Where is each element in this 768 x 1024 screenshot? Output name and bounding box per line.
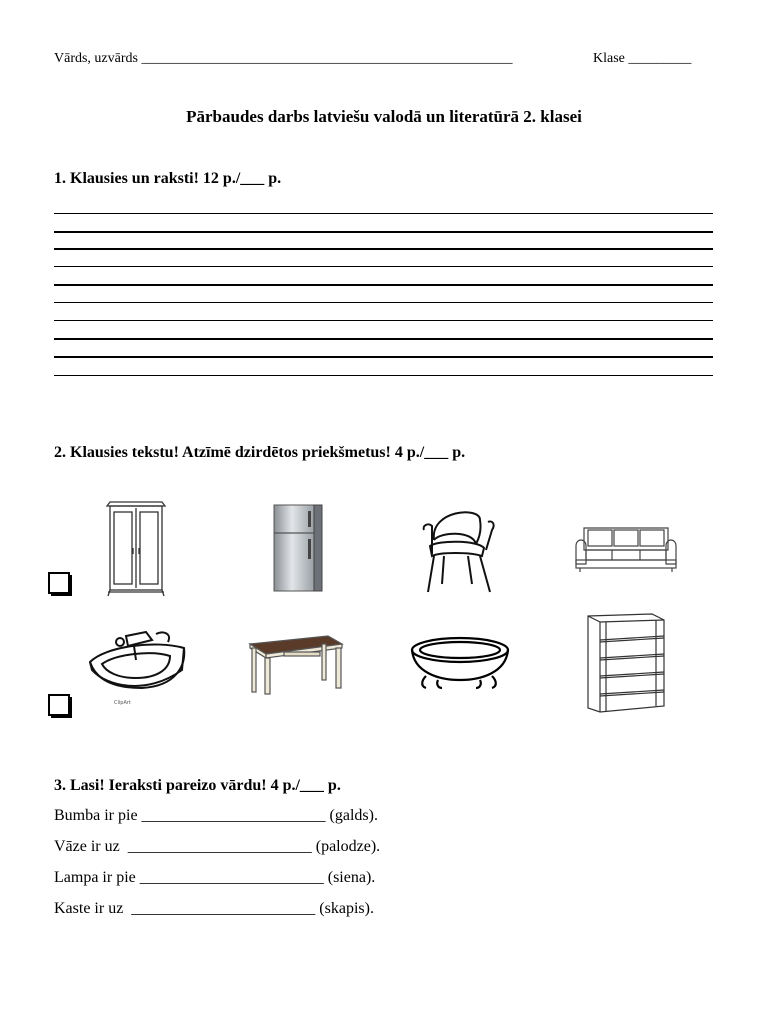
task1-heading: 1. Klausies un raksti! 12 p./___ p. — [54, 170, 282, 187]
class-field-label[interactable]: Klase _________ — [593, 51, 692, 66]
name-field-label[interactable]: Vārds, uzvārds _____________________________________________________ — [54, 51, 513, 66]
writing-line — [54, 338, 713, 340]
writing-line — [54, 356, 713, 358]
task2-heading: 2. Klausies tekstu! Atzīmē dzirdētos priekšmetus! 4 p./___ p. — [54, 444, 466, 461]
wardrobe-icon — [104, 500, 168, 598]
sentence-4[interactable]: Kaste ir uz _______________________ (skapis). — [54, 900, 374, 917]
sentence-2[interactable]: Vāze ir uz _______________________ (palodze). — [54, 838, 381, 855]
page-title: Pārbaudes darbs latviešu valodā un literatūrā 2. klasei — [186, 107, 582, 126]
writing-line — [54, 213, 713, 214]
sofa-icon — [574, 522, 678, 574]
sentence-3[interactable]: Lampa ir pie _______________________ (siena). — [54, 869, 376, 886]
writing-line — [54, 266, 713, 267]
task3-heading: 3. Lasi! Ieraksti pareizo vārdu! 4 p./___ p. — [54, 777, 341, 794]
checkbox-row1[interactable] — [48, 572, 72, 596]
sink-icon — [86, 626, 190, 706]
writing-line — [54, 284, 713, 286]
writing-line — [54, 248, 713, 250]
armchair-icon — [420, 500, 500, 596]
svg-text:ClipArt: ClipArt — [114, 700, 131, 706]
desk-icon — [248, 632, 344, 696]
refrigerator-icon — [272, 503, 324, 593]
writing-line — [54, 320, 713, 321]
writing-line — [54, 231, 713, 233]
bookshelf-icon — [586, 612, 668, 716]
checkbox-row2[interactable] — [48, 694, 72, 718]
writing-line — [54, 302, 713, 303]
bathtub-icon — [408, 632, 512, 694]
writing-line — [54, 375, 713, 376]
sentence-1[interactable]: Bumba ir pie _______________________ (galds). — [54, 807, 378, 824]
